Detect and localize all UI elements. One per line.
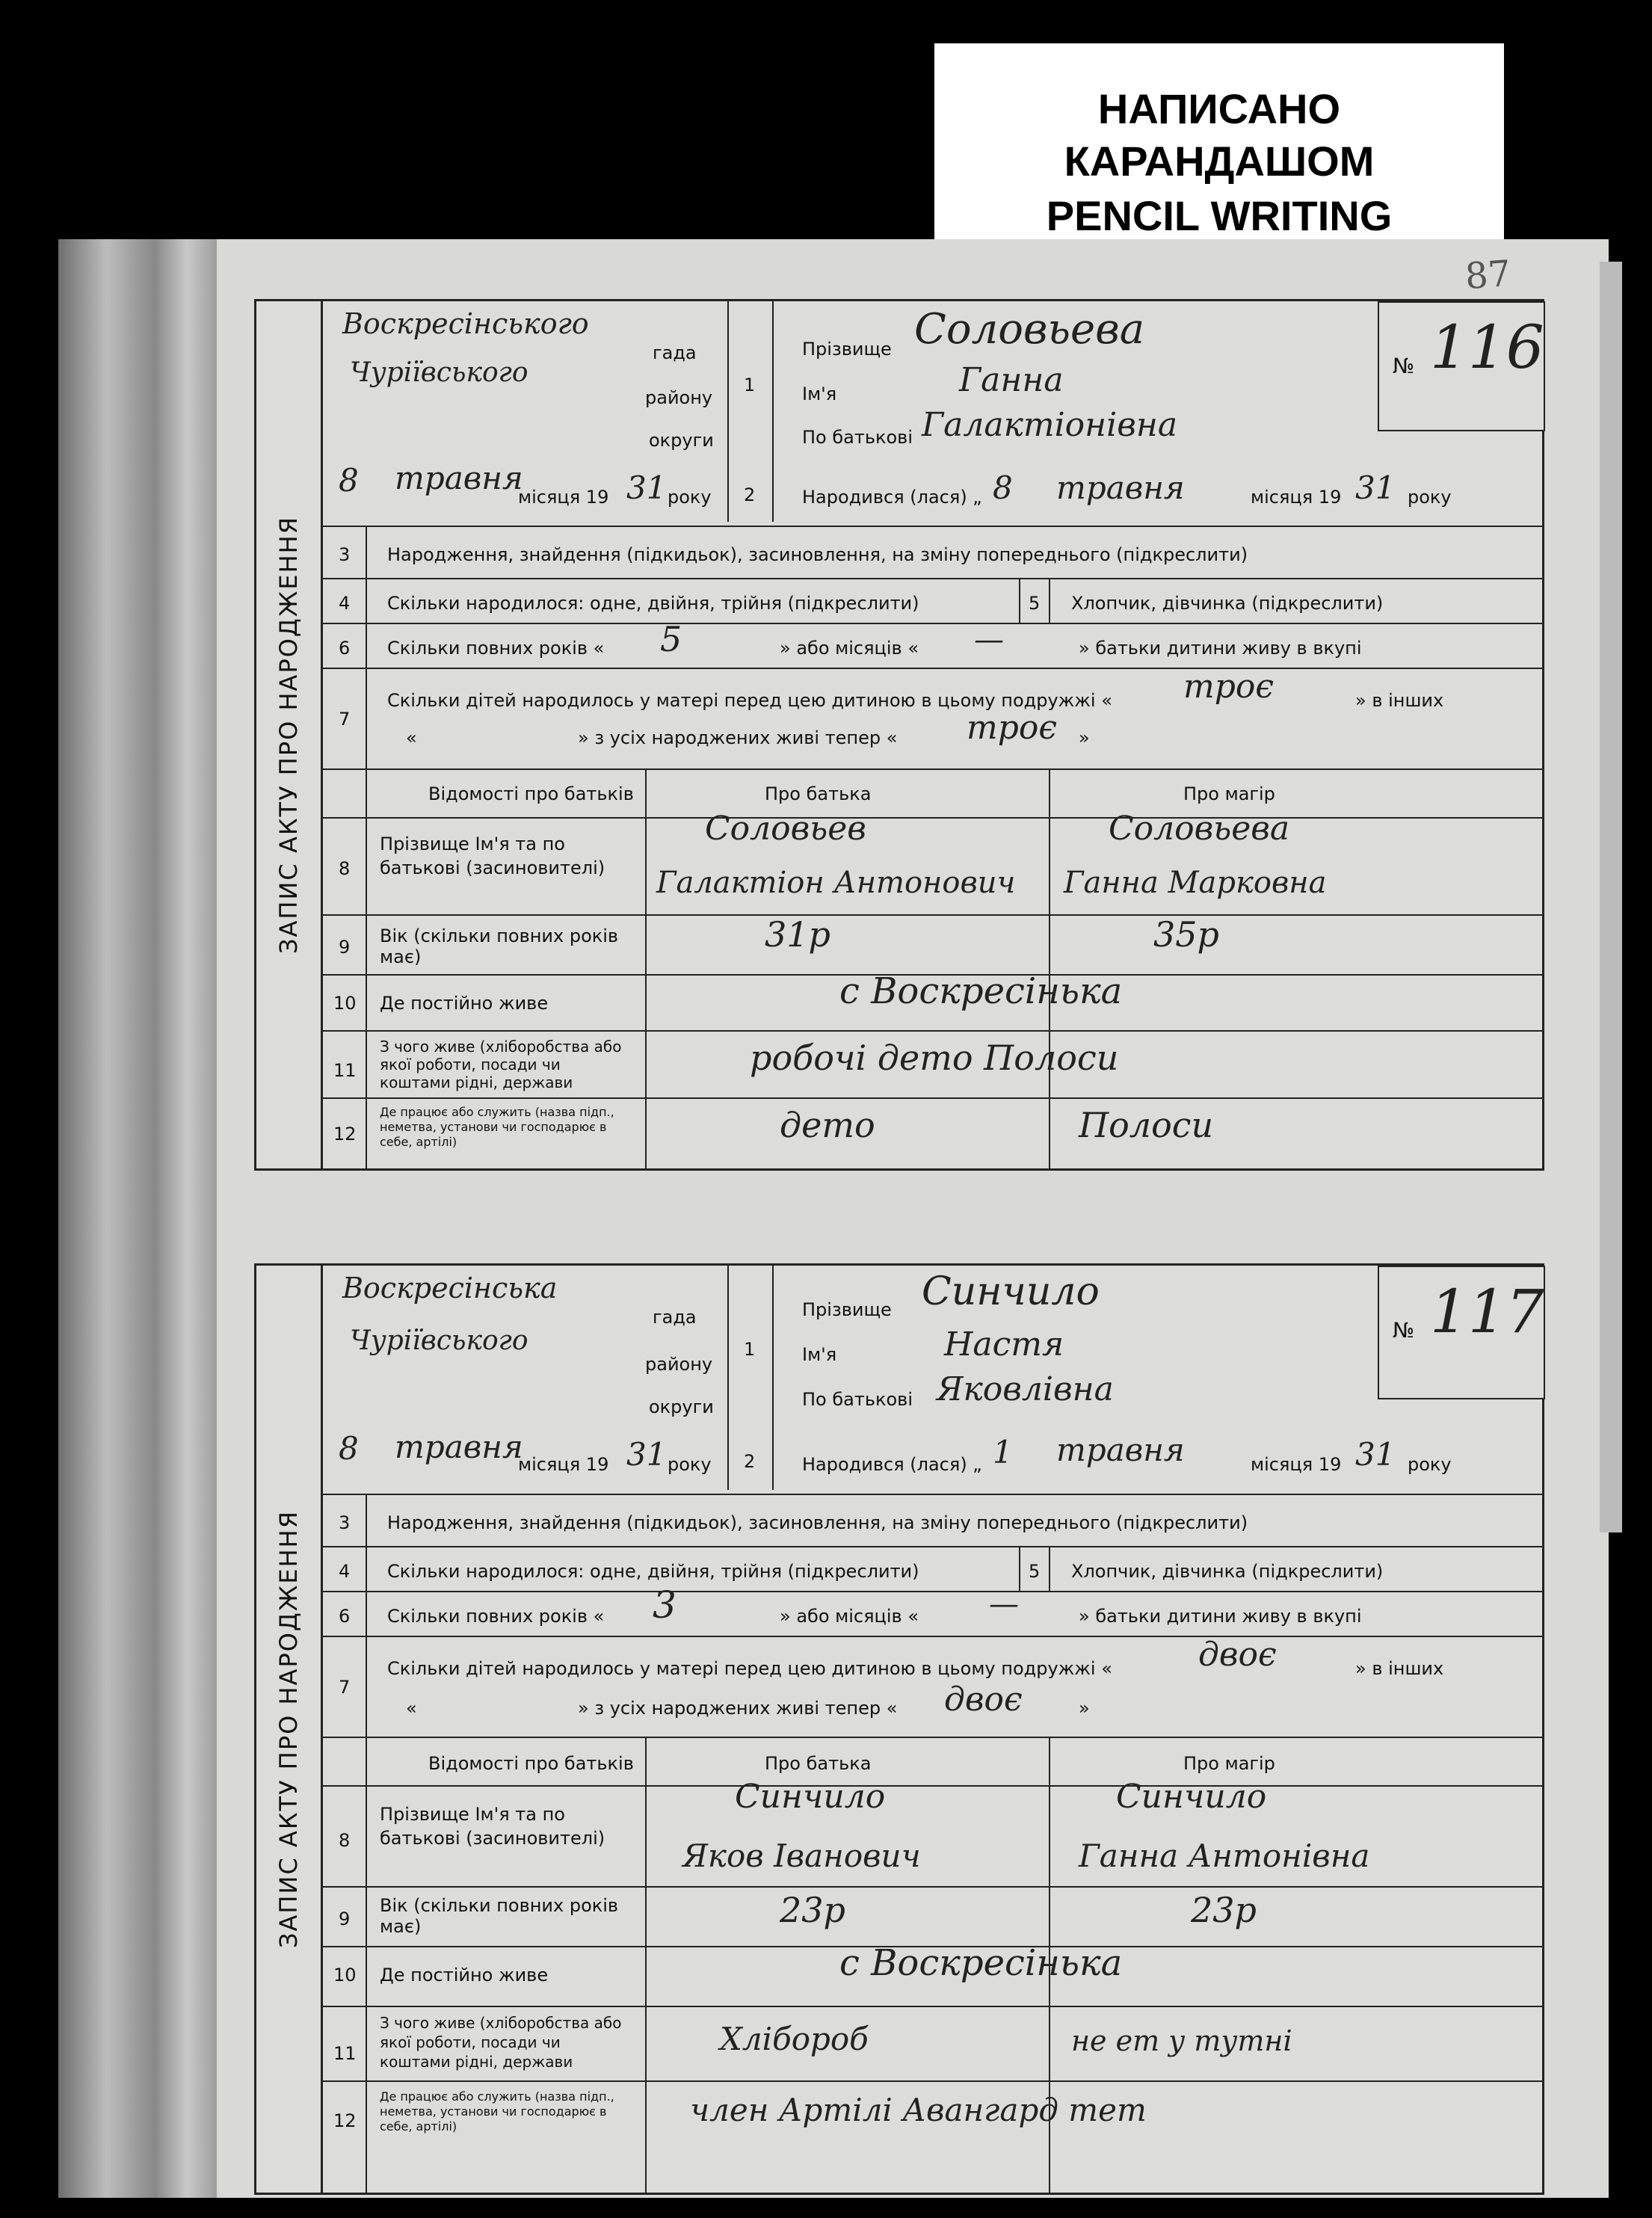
label-roku: року <box>668 487 712 508</box>
mother-name: Ганна Марковна <box>1064 866 1327 900</box>
label-okrugy: округи <box>649 1396 714 1417</box>
months-together: — <box>989 1587 1019 1621</box>
label-about-mother: Про магір <box>1183 783 1275 804</box>
label-row7-d: » з усіх народжених живі тепер « <box>578 727 898 748</box>
mother-surname: Синчило <box>1116 1778 1267 1816</box>
reg-day: 8 <box>339 462 359 499</box>
label-row5: Хлопчик, дівчинка (підкреслити) <box>1071 1561 1384 1582</box>
label-grada: гада <box>653 1307 697 1328</box>
label-born: Народився (лася) „ <box>802 487 982 508</box>
livelihood-mother: не ет у тутні <box>1071 2024 1292 2057</box>
mother-age: 35р <box>1153 914 1219 955</box>
reg-year: 31 <box>626 469 667 506</box>
record-number: 117 <box>1430 1277 1544 1346</box>
livelihood-father: Хлібороб <box>720 2021 869 2057</box>
residence: с Воскресінька <box>839 1942 1123 1984</box>
label-parents-info: Відомості про батьків <box>428 783 634 804</box>
label-row6-c: » батьки дитини живу в вкупі <box>1079 638 1362 659</box>
livelihood: робочі дето Полоси <box>750 1038 1119 1078</box>
record-number: 116 <box>1430 312 1544 382</box>
vertical-title: ЗАПИС АКТУ ПРО НАРОДЖЕННЯ <box>256 301 323 1168</box>
label-row6-c: » батьки дитини живу в вкупі <box>1079 1606 1362 1627</box>
birth-record-117: ЗАПИС АКТУ ПРО НАРОДЖЕННЯ Воскресінська гада Чуріївського району округи 8 травня місяця 19 31 року 1 Прізвище Синчило Ім'я Настя По батькові Яковлівна № 117 2 Народився (лася) „ 1 травня місяця 19 31 року 3 Народження, знайдення (підкидьок), засиновлення, на зміну попереднього (підкреслити) 4 Скільки народилося: одне, двійня, трійня (підкреслити) 5 Хлопчик, дівчинка (підкреслити) 6 Скільки повних років « 3 » або місяців « — » батьки дитини живу в вкупі 7 Скільки дітей народилось у матері перед цею дитиною в цьому подружжі « двоє » в інших « » з усіх народжених живі тепер « двоє » Відомості про батьків Про батька Про магір 8 Прізвище Ім'я та по батькові (засиновителі) Синчило Яков Іванович Синчило Ганна Антонівна 9 Вік (скільки повних років має) 23р 23р 10 Де постійно живе с Воскресінька 11 З чого живе (хліборобства або якої роботи, посади чи коштами рідні, держави Хлібороб не ет у тутні 12 Де працює або служить (назва підп., неметва, установи чи господарює в себе, артілі) член Артілі Авангард тет <box>254 1263 1544 2195</box>
label-row7-b: » в інших <box>1355 1658 1444 1679</box>
label-line-3: PENCIL WRITING <box>1046 192 1393 239</box>
label-row7-d: » з усіх народжених живі тепер « <box>578 1698 898 1719</box>
label-parents-info: Відомості про батьків <box>428 1753 634 1774</box>
children-alive: троє <box>967 709 1058 747</box>
label-row8: Прізвище Ім'я та по батькові (засиновителі) <box>380 1804 605 1849</box>
label-surname: Прізвище <box>802 1299 892 1320</box>
label-born: Народився (лася) „ <box>802 1454 982 1475</box>
label-row10: Де постійно живе <box>380 1965 549 1986</box>
label-row7-c: « <box>406 1698 417 1719</box>
label-patronymic: По батькові <box>802 1389 913 1410</box>
child-name: Ганна <box>959 361 1064 399</box>
label-row3: Народження, знайдення (підкидьок), засиновлення, на зміну попереднього (підкреслити) <box>387 544 1248 565</box>
children-alive: двоє <box>944 1681 1023 1719</box>
birth-month: травня <box>1056 469 1185 506</box>
label-grada: гада <box>653 342 697 363</box>
label-row4: Скільки народилося: одне, двійня, трійня (підкреслити) <box>387 1561 919 1582</box>
label-row3: Народження, знайдення (підкидьок), засиновлення, на зміну попереднього (підкреслити) <box>387 1512 1248 1533</box>
reg-month: травня <box>395 1429 523 1465</box>
workplace-mother: Полоси <box>1079 1105 1214 1145</box>
label-row11: З чого живе (хліборобства або якої роботи, посади чи коштами рідні, держави <box>380 2014 622 2071</box>
vertical-title: ЗАПИС АКТУ ПРО НАРОДЖЕННЯ <box>256 1266 323 2193</box>
reg-month: травня <box>395 460 523 496</box>
label-patronymic: По батькові <box>802 427 913 448</box>
label-name: Ім'я <box>802 383 837 404</box>
label-about-father: Про батька <box>765 1753 872 1774</box>
label-row7-e: » <box>1079 1698 1090 1719</box>
label-row6-a: Скільки повних років « <box>387 638 605 659</box>
district-value: Чуріївського <box>350 357 528 388</box>
mother-name: Ганна Антонівна <box>1079 1837 1370 1874</box>
residence: с Воскресінька <box>839 970 1123 1012</box>
label-birth-month-year: місяця 19 <box>1251 487 1342 508</box>
birth-day: 8 <box>993 469 1013 506</box>
label-roku: року <box>668 1454 712 1475</box>
years-together: 5 <box>660 619 682 659</box>
village-value: Воскресінська <box>342 1272 558 1304</box>
label-number: № <box>1393 1318 1415 1343</box>
birth-day: 1 <box>993 1434 1013 1470</box>
mother-age: 23р <box>1191 1890 1257 1930</box>
mother-surname: Соловьева <box>1109 810 1290 848</box>
label-about-father: Про батька <box>765 783 872 804</box>
label-birth-roku: року <box>1408 487 1452 508</box>
label-row9: Вік (скільки повних років має) <box>380 925 619 967</box>
child-name: Настя <box>944 1325 1064 1364</box>
child-surname: Соловьева <box>914 305 1145 354</box>
village-value: Воскресінського <box>342 307 589 340</box>
reg-year: 31 <box>626 1436 667 1473</box>
child-patronymic: Галактіонівна <box>922 406 1178 444</box>
label-raionu: району <box>645 387 713 408</box>
label-row7-c: « <box>406 727 417 748</box>
label-row6-b: » або місяців « <box>780 638 919 659</box>
label-row8: Прізвище Ім'я та по батькові (засиновителі) <box>380 834 605 878</box>
label-month-year: місяця 19 <box>518 487 609 508</box>
children-before: двоє <box>1198 1636 1277 1674</box>
label-row6-a: Скільки повних років « <box>387 1606 605 1627</box>
father-name: Яков Іванович <box>682 1837 921 1874</box>
reg-day: 8 <box>339 1430 359 1467</box>
children-before: троє <box>1183 668 1275 706</box>
label-line-1: НАПИСАНО <box>1097 85 1341 132</box>
birth-record-116: ЗАПИС АКТУ ПРО НАРОДЖЕННЯ Воскресінського гада Чуріївського району округи 8 травня місяця 19 31 року 1 Прізвище Соловьева Ім'я Ганна По батькові Галактіонівна № 116 2 Народився (лася) „ 8 травня місяця 19 31 року 3 Народження, знайдення (підкидьок), засиновлення, на зміну попереднього (підкреслити) 4 Скільки народилося: одне, двійня, трійня (підкреслити) 5 Хлопчик, дівчинка (підкреслити) 6 Скільки повних років « 5 » або місяців « — » батьки дитини живу в вкупі 7 Скільки дітей народилось у матері перед цею дитиною в цьому подружжі « троє » в інших « » з усіх народжених живі тепер « троє » Відомості про батьків Про батька Про магір 8 Прізвище Ім'я та по батькові (засиновителі) Соловьев Галактіон Антонович Соловьева Ганна Марковна 9 Вік (скільки повних років має) 31р 35р 10 Де постійно живе с Воскресінька 11 З чого живе (хліборобства або якої роботи, посади чи коштами рідні, держави робочі дето Полоси 12 Де працює або служить (назва підп., неметва, установи чи господарює в себе, артілі) дето Полоси <box>254 299 1544 1171</box>
label-row12: Де працює або служить (назва підп., неметва, установи чи господарює в себе, артілі) <box>380 1105 614 1149</box>
workplace: член Артілі Авангард тет <box>690 2092 1147 2128</box>
years-together: 3 <box>653 1583 676 1627</box>
label-raionu: району <box>645 1354 713 1375</box>
label-birth-roku: року <box>1408 1454 1452 1475</box>
label-row9: Вік (скільки повних років має) <box>380 1895 619 1937</box>
father-age: 31р <box>765 914 830 955</box>
birth-year: 31 <box>1355 469 1396 506</box>
label-row7-a: Скільки дітей народилось у матері перед цею дитиною в цьому подружжі « <box>387 1658 1112 1679</box>
page-edge <box>1600 262 1622 1532</box>
label-about-mother: Про магір <box>1183 1753 1275 1774</box>
father-surname: Соловьев <box>705 810 866 848</box>
label-row7-a: Скільки дітей народилось у матері перед цею дитиною в цьому подружжі « <box>387 690 1112 711</box>
label-row10: Де постійно живе <box>380 993 549 1014</box>
label-month-year: місяця 19 <box>518 1454 609 1475</box>
father-surname: Синчило <box>735 1778 886 1816</box>
months-together: — <box>974 623 1004 657</box>
child-surname: Синчило <box>922 1269 1100 1314</box>
label-row6-b: » або місяців « <box>780 1606 919 1627</box>
label-line-2: КАРАНДАШОМ <box>1064 138 1375 185</box>
child-patronymic: Яковлівна <box>937 1370 1114 1408</box>
pencil-writing-label-card <box>934 43 1504 260</box>
label-name: Ім'я <box>802 1344 837 1365</box>
label-surname: Прізвище <box>802 339 892 360</box>
label-row5: Хлопчик, дівчинка (підкреслити) <box>1071 593 1384 614</box>
father-name: Галактіон Антонович <box>656 866 1016 900</box>
father-age: 23р <box>780 1890 845 1930</box>
label-number: № <box>1393 354 1415 378</box>
label-row12: Де працює або служить (назва підп., неметва, установи чи господарює в себе, артілі) <box>380 2089 614 2134</box>
label-row4: Скільки народилося: одне, двійня, трійня (підкреслити) <box>387 593 919 614</box>
label-birth-month-year: місяця 19 <box>1251 1454 1342 1475</box>
district-value: Чуріївського <box>350 1325 528 1356</box>
label-row7-b: » в інших <box>1355 690 1444 711</box>
label-row7-e: » <box>1079 727 1090 748</box>
page-number: 87 <box>1464 252 1512 298</box>
book-spine <box>58 239 219 2198</box>
workplace-father: дето <box>780 1105 875 1145</box>
birth-month: травня <box>1056 1432 1185 1468</box>
label-okrugy: округи <box>649 430 714 451</box>
label-row11: З чого живе (хліборобства або якої роботи, посади чи коштами рідні, держави <box>380 1038 622 1091</box>
birth-year: 31 <box>1355 1436 1396 1473</box>
